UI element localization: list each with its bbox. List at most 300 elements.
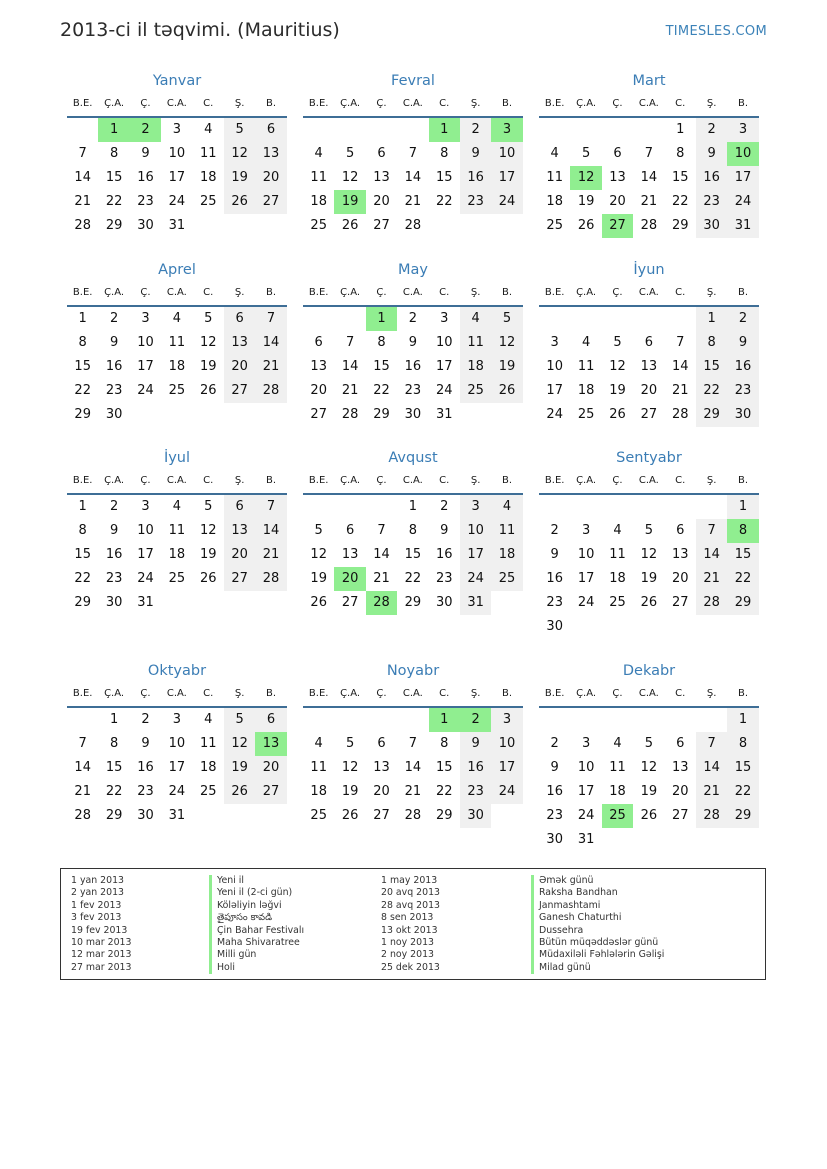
- month-11: [303, 660, 523, 828]
- weekday-label: Ç.: [376, 475, 387, 486]
- day-cell: 18: [168, 547, 186, 562]
- weekday-header: [539, 281, 759, 307]
- day-cell: 18: [609, 784, 626, 799]
- day-cell: 20: [255, 756, 286, 780]
- month-2: [303, 70, 523, 238]
- day-cell: 16: [435, 547, 453, 562]
- day-cell: 22: [671, 194, 689, 209]
- day-cell: 14: [255, 331, 286, 355]
- weekday-label: B.: [502, 688, 513, 699]
- day-cell: 3: [141, 499, 150, 514]
- day-cell: 31: [577, 832, 595, 847]
- day-cell: 22: [105, 784, 123, 799]
- day-cell: 9: [109, 335, 119, 350]
- day-cell: 11: [609, 547, 626, 562]
- day-blank: [602, 118, 633, 142]
- legend-date: 28 avq 2013: [381, 899, 440, 911]
- day-cell: 8: [408, 523, 417, 538]
- day-cell: 27: [373, 808, 390, 823]
- day-cell: 6: [314, 335, 323, 350]
- month-name: İyul: [163, 450, 191, 466]
- day-cell: 28: [696, 591, 727, 615]
- day-cell: 19: [577, 194, 595, 209]
- day-cell: 19: [640, 571, 658, 586]
- month-name: Avqust: [388, 450, 438, 466]
- day-blank: [539, 495, 570, 519]
- weekday-label: C.A.: [402, 688, 423, 699]
- day-cell: 31: [168, 808, 186, 823]
- weekday-label: B.E.: [308, 688, 329, 699]
- day-cell: 3: [581, 736, 591, 751]
- month-name: Mart: [632, 73, 666, 89]
- weekday-label: B.: [266, 688, 277, 699]
- day-blank: [539, 118, 570, 142]
- day-cell: 2: [727, 307, 758, 331]
- day-cell: 11: [310, 170, 327, 185]
- day-cell: 20: [224, 355, 255, 379]
- day-cell: 18: [168, 359, 186, 374]
- legend-date: 19 fev 2013: [71, 924, 128, 936]
- day-cell: 30: [105, 407, 123, 422]
- day-cell: 25: [168, 571, 186, 586]
- day-cell: 4: [550, 146, 559, 161]
- day-blank: [570, 118, 601, 142]
- day-cell: 24: [577, 595, 595, 610]
- weekday-label: B.: [502, 475, 513, 486]
- day-cell: 25: [491, 567, 522, 591]
- day-cell: 17: [435, 359, 453, 374]
- weekday-label: Ç.A.: [576, 287, 597, 298]
- day-blank: [665, 495, 696, 519]
- day-cell: 29: [435, 808, 453, 823]
- day-cell: 21: [696, 567, 727, 591]
- day-cell: 28: [74, 218, 91, 233]
- weekday-header: [303, 281, 523, 307]
- day-blank: [334, 495, 365, 519]
- weekday-label: C.A.: [638, 688, 659, 699]
- day-cell: 5: [224, 118, 255, 142]
- weekday-label: Ç.A.: [340, 688, 361, 699]
- day-cell: 28: [255, 567, 286, 591]
- day-cell: 4: [172, 311, 181, 326]
- legend-name: Janmashtami: [531, 900, 664, 912]
- day-cell: 15: [727, 756, 758, 780]
- day-cell: 20: [609, 194, 626, 209]
- day-cell: 22: [74, 383, 91, 398]
- day-cell: 3: [141, 311, 150, 326]
- day-cell: 6: [377, 146, 386, 161]
- weekday-label: B.E.: [72, 98, 93, 109]
- day-cell: 2: [550, 736, 559, 751]
- weekday-label: C.: [203, 475, 214, 486]
- weekday-label: C.A.: [166, 287, 187, 298]
- day-cell: 20: [224, 543, 255, 567]
- day-cell: 8: [440, 146, 449, 161]
- day-cell: 9: [109, 523, 119, 538]
- day-cell: 2: [109, 499, 119, 514]
- day-cell: 23: [137, 194, 154, 209]
- day-blank: [67, 708, 98, 732]
- day-cell: 24: [577, 808, 595, 823]
- day-cell: 6: [224, 495, 255, 519]
- day-cell: 23: [696, 190, 727, 214]
- month-5: [303, 259, 523, 427]
- day-cell: 21: [373, 571, 390, 586]
- day-cell: 5: [491, 307, 522, 331]
- day-cell: 30: [727, 403, 758, 427]
- day-cell: 7: [408, 146, 417, 161]
- day-cell: 21: [671, 383, 689, 398]
- weekday-label: Ç.A.: [576, 98, 597, 109]
- day-cell: 12: [199, 523, 217, 538]
- day-cell: 6: [676, 523, 685, 538]
- weekday-label: B.E.: [544, 475, 565, 486]
- day-cell: 26: [341, 808, 359, 823]
- day-blank: [539, 708, 570, 732]
- day-cell: 27: [255, 190, 286, 214]
- day-cell: 5: [345, 146, 355, 161]
- day-cell: 29: [74, 595, 91, 610]
- weekday-header: [303, 469, 523, 495]
- day-cell: 22: [727, 780, 758, 804]
- day-cell: 26: [341, 218, 359, 233]
- weekday-label: C.A.: [402, 98, 423, 109]
- day-cell: 29: [727, 591, 758, 615]
- day-cell: 1: [727, 708, 758, 732]
- day-cell: 24: [137, 383, 154, 398]
- day-cell: 9: [408, 335, 417, 350]
- day-cell: 30: [404, 407, 422, 422]
- day-cell: 22: [74, 571, 91, 586]
- day-cell: 1: [78, 311, 87, 326]
- day-blank: [334, 118, 365, 142]
- weekday-label: B.E.: [72, 688, 93, 699]
- day-cell: 17: [577, 784, 595, 799]
- day-grid: [67, 307, 287, 427]
- day-cell: 12: [640, 547, 658, 562]
- legend-name: Yeni il (2-ci gün): [209, 887, 304, 899]
- weekday-label: B.: [738, 98, 749, 109]
- day-cell: 9: [141, 736, 150, 751]
- weekday-label: Ş.: [706, 688, 717, 699]
- day-blank: [334, 307, 365, 331]
- day-cell: 9: [440, 523, 449, 538]
- weekday-label: C.A.: [638, 98, 659, 109]
- day-cell: 22: [404, 571, 422, 586]
- weekday-label: B.E.: [72, 475, 93, 486]
- day-cell: 16: [105, 359, 123, 374]
- day-cell: 5: [613, 335, 622, 350]
- day-cell: 27: [224, 379, 255, 403]
- weekday-label: Ş.: [470, 98, 481, 109]
- legend-name: Çin Bahar Festivalı: [209, 925, 304, 937]
- day-cell: 23: [404, 383, 422, 398]
- day-cell: 1: [408, 499, 417, 514]
- day-grid: [67, 495, 287, 615]
- weekday-label: B.E.: [544, 98, 565, 109]
- day-cell: 19: [609, 383, 626, 398]
- weekday-label: Ç.A.: [340, 475, 361, 486]
- day-holiday: 3: [491, 118, 522, 142]
- day-cell: 3: [581, 523, 591, 538]
- day-blank: [366, 708, 397, 732]
- day-blank: [665, 708, 696, 732]
- day-blank: [633, 495, 664, 519]
- day-cell: 16: [546, 571, 563, 586]
- day-blank: [570, 307, 601, 331]
- day-cell: 29: [105, 808, 123, 823]
- day-cell: 18: [460, 355, 491, 379]
- weekday-label: B.: [502, 98, 513, 109]
- day-cell: 25: [310, 218, 327, 233]
- day-cell: 17: [168, 170, 186, 185]
- day-cell: 14: [696, 756, 727, 780]
- day-cell: 9: [460, 732, 491, 756]
- day-cell: 7: [696, 519, 727, 543]
- day-cell: 23: [460, 780, 491, 804]
- day-cell: 27: [671, 595, 689, 610]
- weekday-label: Ç.: [612, 98, 623, 109]
- weekday-label: Ç.A.: [576, 475, 597, 486]
- weekday-label: C.A.: [402, 287, 423, 298]
- day-cell: 17: [546, 383, 563, 398]
- day-cell: 4: [613, 523, 622, 538]
- day-cell: 27: [255, 780, 286, 804]
- day-cell: 11: [310, 760, 327, 775]
- weekday-header: [539, 469, 759, 495]
- day-cell: 23: [137, 784, 154, 799]
- legend-date: 1 may 2013: [381, 875, 438, 886]
- day-cell: 25: [577, 407, 595, 422]
- day-cell: 7: [345, 335, 355, 350]
- day-cell: 2: [408, 311, 417, 326]
- day-cell: 12: [224, 732, 255, 756]
- weekday-label: Ç.A.: [104, 287, 125, 298]
- day-cell: 11: [546, 170, 563, 185]
- day-cell: 13: [373, 760, 390, 775]
- day-cell: 13: [609, 170, 626, 185]
- month-name: Aprel: [158, 262, 196, 278]
- day-cell: 31: [435, 407, 453, 422]
- day-cell: 20: [373, 784, 390, 799]
- day-grid: [67, 118, 287, 238]
- legend-date: 10 mar 2013: [71, 936, 132, 948]
- legend-date: 2 noy 2013: [381, 949, 435, 961]
- day-cell: 14: [640, 170, 658, 185]
- day-cell: 7: [78, 736, 87, 751]
- day-blank: [303, 495, 334, 519]
- legend-name: Milli gün: [209, 949, 304, 961]
- day-cell: 16: [137, 170, 154, 185]
- legend-name: Dussehra: [531, 925, 664, 937]
- day-blank: [366, 495, 397, 519]
- day-cell: 30: [137, 218, 154, 233]
- day-cell: 16: [137, 760, 154, 775]
- weekday-label: Ş.: [234, 98, 245, 109]
- day-cell: 18: [546, 194, 563, 209]
- day-blank: [633, 118, 664, 142]
- day-cell: 4: [204, 712, 213, 727]
- day-grid: [539, 307, 759, 427]
- day-cell: 26: [640, 595, 658, 610]
- site-logo[interactable]: TIMESLES.COM: [665, 24, 767, 39]
- day-cell: 26: [310, 595, 327, 610]
- holiday-legend: [60, 868, 766, 980]
- day-cell: 25: [609, 595, 626, 610]
- day-cell: 9: [141, 146, 150, 161]
- legend-date: 27 mar 2013: [71, 961, 132, 973]
- day-cell: 6: [377, 736, 386, 751]
- day-cell: 5: [204, 311, 213, 326]
- weekday-label: Ş.: [234, 688, 245, 699]
- day-cell: 11: [460, 331, 491, 355]
- month-name: Noyabr: [386, 663, 440, 679]
- day-cell: 4: [491, 495, 522, 519]
- weekday-label: C.A.: [638, 287, 659, 298]
- weekday-label: B.E.: [308, 287, 329, 298]
- weekday-label: C.: [675, 688, 686, 699]
- legend-dates-left: [71, 875, 131, 974]
- weekday-label: Ç.A.: [340, 287, 361, 298]
- day-blank: [602, 495, 633, 519]
- day-cell: 1: [109, 712, 119, 727]
- day-grid: [539, 708, 759, 852]
- day-cell: 22: [105, 194, 123, 209]
- day-cell: 25: [546, 218, 563, 233]
- weekday-label: Ş.: [470, 475, 481, 486]
- day-cell: 11: [577, 359, 595, 374]
- day-cell: 10: [435, 335, 453, 350]
- day-cell: 20: [640, 383, 658, 398]
- weekday-label: C.: [203, 688, 214, 699]
- day-cell: 4: [613, 736, 622, 751]
- legend-name: Müdaxiləli Fəhlələrin Gəlişi: [531, 949, 664, 961]
- weekday-label: B.E.: [308, 98, 329, 109]
- day-cell: 6: [676, 736, 685, 751]
- month-name: May: [398, 262, 428, 278]
- month-name: İyun: [633, 262, 665, 278]
- day-grid: [303, 307, 523, 427]
- legend-names-left: [209, 875, 304, 974]
- legend-date: 1 yan 2013: [71, 875, 125, 886]
- day-cell: 1: [727, 495, 758, 519]
- day-cell: 10: [546, 359, 563, 374]
- day-cell: 17: [168, 760, 186, 775]
- day-holiday: 12: [570, 166, 601, 190]
- day-cell: 4: [314, 146, 323, 161]
- day-cell: 15: [404, 547, 422, 562]
- day-cell: 19: [199, 359, 217, 374]
- day-cell: 8: [377, 335, 386, 350]
- day-cell: 24: [168, 194, 186, 209]
- day-cell: 28: [640, 218, 658, 233]
- day-cell: 14: [341, 359, 359, 374]
- day-cell: 1: [676, 122, 685, 137]
- weekday-label: C.A.: [166, 688, 187, 699]
- weekday-label: Ş.: [706, 98, 717, 109]
- day-cell: 7: [377, 523, 386, 538]
- day-cell: 20: [671, 784, 689, 799]
- day-cell: 13: [373, 170, 390, 185]
- day-grid: [539, 118, 759, 238]
- weekday-label: B.: [738, 688, 749, 699]
- month-name: Yanvar: [152, 73, 202, 89]
- day-cell: 26: [640, 808, 658, 823]
- day-cell: 3: [491, 708, 522, 732]
- day-cell: 18: [609, 571, 626, 586]
- day-holiday: 27: [602, 214, 633, 238]
- month-12: [539, 660, 759, 852]
- day-cell: 28: [341, 407, 359, 422]
- legend-date: 1 fev 2013: [71, 899, 122, 911]
- day-cell: 26: [199, 383, 217, 398]
- weekday-label: Ç.: [612, 475, 623, 486]
- day-cell: 12: [609, 359, 626, 374]
- day-cell: 11: [491, 519, 522, 543]
- day-cell: 15: [435, 170, 453, 185]
- day-cell: 12: [640, 760, 658, 775]
- day-cell: 18: [199, 170, 217, 185]
- month-1: [67, 70, 287, 238]
- day-cell: 2: [460, 118, 491, 142]
- day-cell: 4: [581, 335, 591, 350]
- day-cell: 10: [491, 732, 522, 756]
- day-cell: 19: [310, 571, 327, 586]
- day-cell: 28: [671, 407, 689, 422]
- day-cell: 9: [550, 760, 559, 775]
- day-cell: 28: [696, 804, 727, 828]
- day-cell: 26: [199, 571, 217, 586]
- legend-name: Maha Shivaratree: [209, 937, 304, 949]
- day-cell: 12: [224, 142, 255, 166]
- day-cell: 13: [224, 331, 255, 355]
- day-cell: 8: [109, 736, 119, 751]
- day-cell: 21: [696, 780, 727, 804]
- weekday-label: C.: [675, 475, 686, 486]
- day-cell: 16: [546, 784, 563, 799]
- legend-date: 8 sen 2013: [381, 912, 434, 924]
- day-cell: 24: [727, 190, 758, 214]
- weekday-label: B.: [738, 287, 749, 298]
- weekday-label: C.: [203, 287, 214, 298]
- day-cell: 15: [74, 547, 91, 562]
- month-6: [539, 259, 759, 427]
- day-holiday: 1: [429, 708, 460, 732]
- legend-date: 2 yan 2013: [71, 887, 125, 899]
- day-cell: 15: [373, 359, 390, 374]
- day-cell: 15: [105, 170, 123, 185]
- day-cell: 21: [74, 784, 91, 799]
- month-9: [539, 447, 759, 639]
- weekday-label: C.A.: [402, 475, 423, 486]
- day-cell: 12: [341, 760, 359, 775]
- weekday-label: C.: [439, 98, 450, 109]
- day-cell: 16: [460, 756, 491, 780]
- weekday-label: B.E.: [544, 688, 565, 699]
- weekday-label: Ç.: [376, 287, 387, 298]
- day-cell: 25: [168, 383, 186, 398]
- day-cell: 27: [640, 407, 658, 422]
- day-cell: 3: [172, 122, 181, 137]
- day-cell: 10: [168, 146, 186, 161]
- weekday-label: Ç.: [140, 98, 151, 109]
- weekday-label: Ç.A.: [104, 98, 125, 109]
- legend-date: 1 noy 2013: [381, 936, 435, 948]
- weekday-header: [67, 92, 287, 118]
- month-8: [303, 447, 523, 615]
- legend-name: Holi: [209, 962, 304, 974]
- day-cell: 21: [640, 194, 658, 209]
